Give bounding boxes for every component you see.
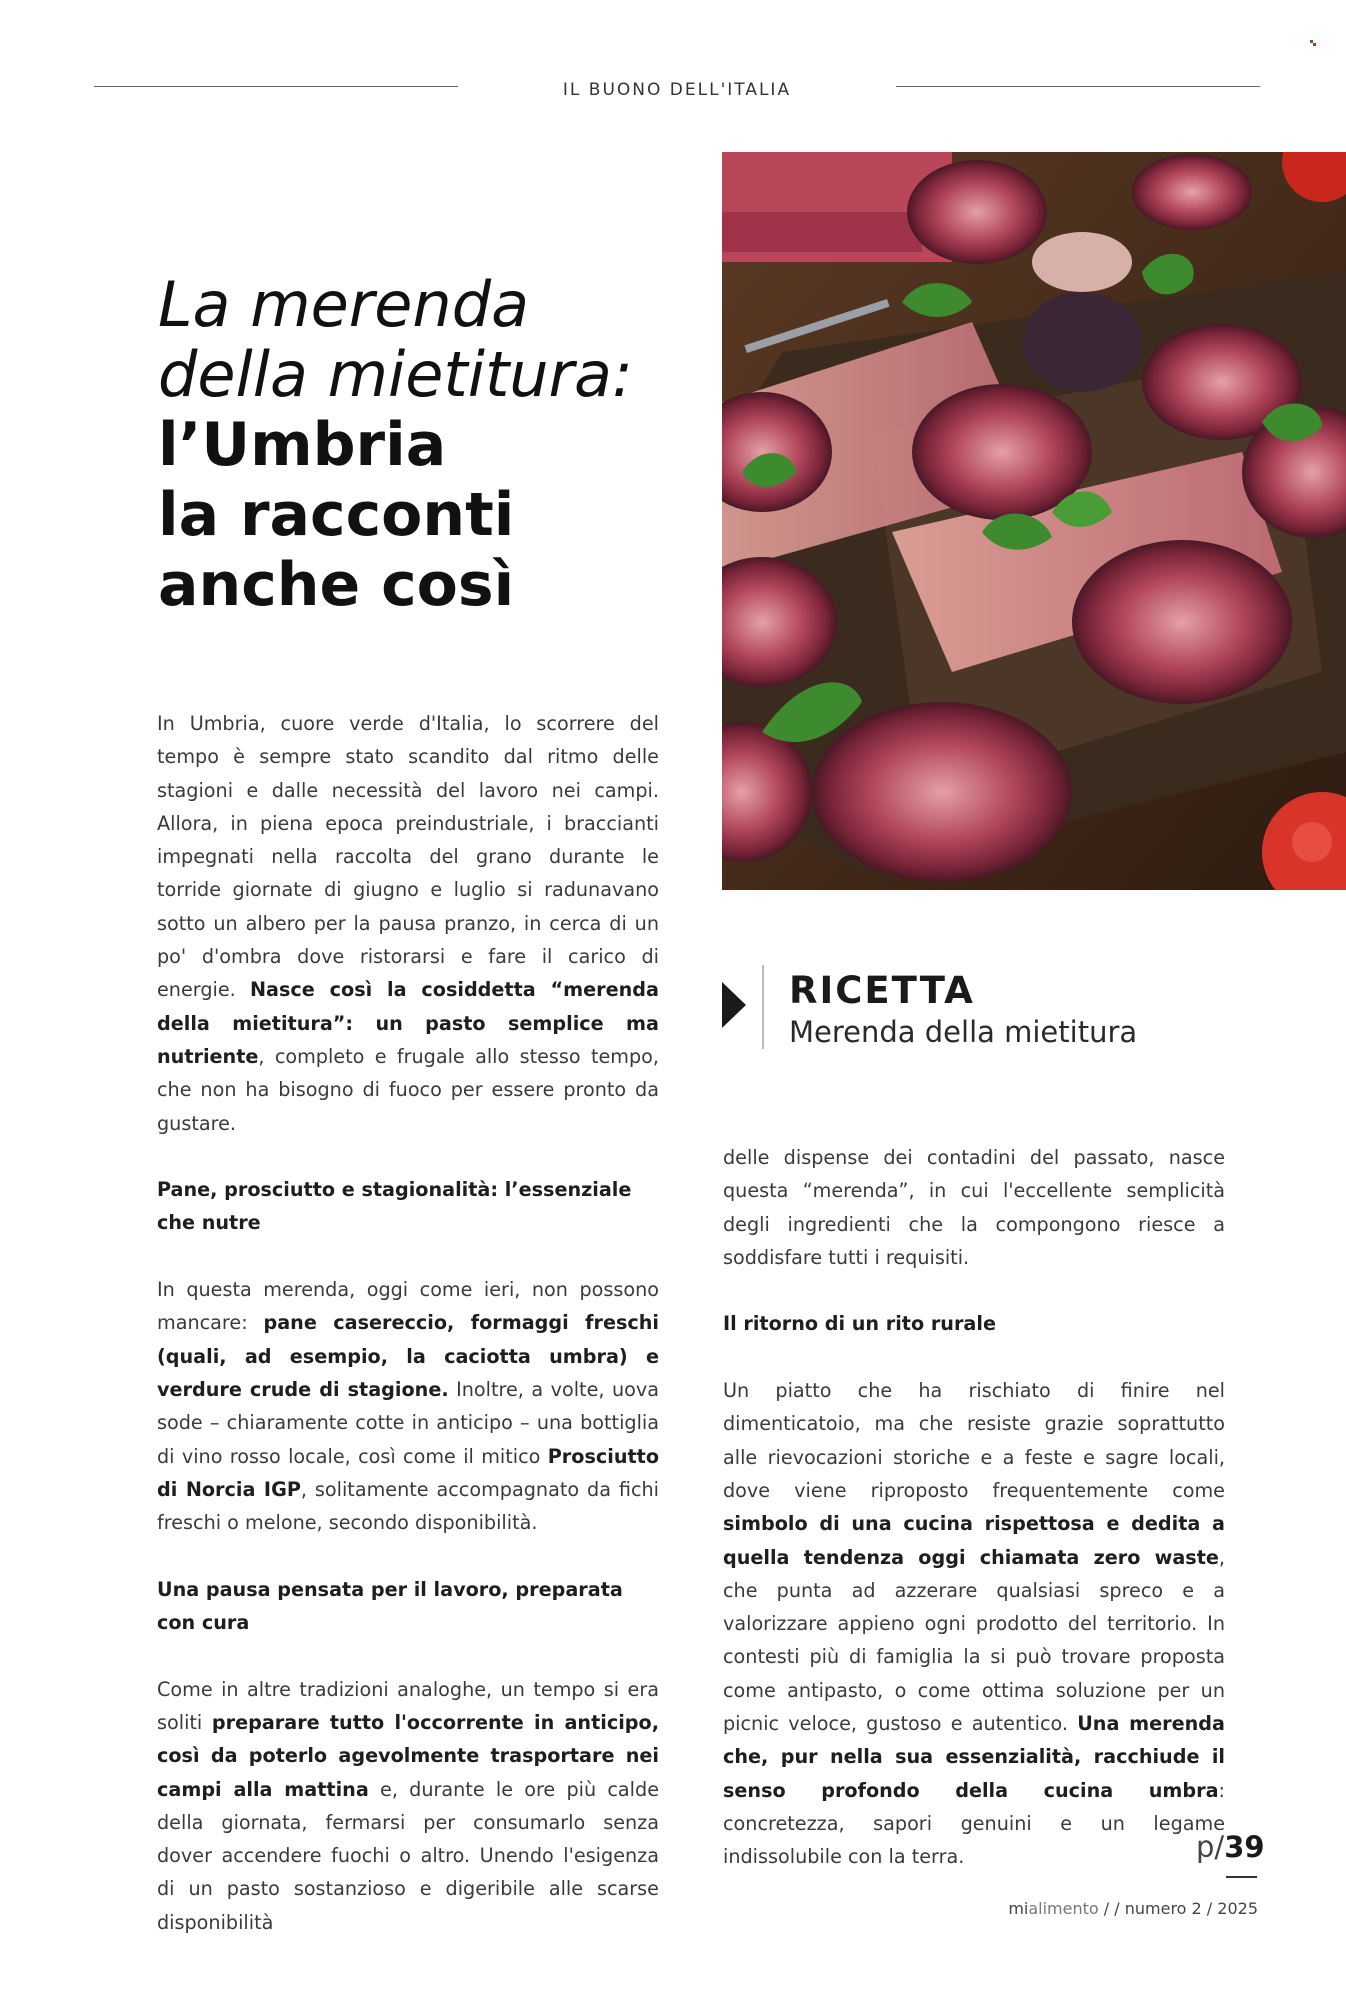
recipe-name: Merenda della mietitura [789, 1015, 1138, 1049]
header-rule-left [94, 86, 458, 87]
title-line: della mietitura: [158, 338, 633, 411]
play-triangle-icon [722, 982, 746, 1028]
recipe-box [720, 965, 1280, 1055]
page-number-underline [1226, 1876, 1257, 1878]
title-line: anche così [158, 550, 515, 620]
subheading: Pane, prosciutto e stagionalità: l’essenziale che nutre [157, 1178, 632, 1235]
recipe-label: RICETTA [789, 969, 975, 1012]
title-line: la racconti [158, 480, 515, 550]
section-title: IL BUONO DELL'ITALIA [562, 80, 792, 100]
page-number: p/39 [1196, 1830, 1265, 1864]
title-line: l’Umbria [158, 410, 447, 480]
paragraph: In questa merenda, oggi come ieri, non possono mancare: pane casereccio, formaggi freschi (quali, ad esempio, la caciotta umbra) e verdure crude di stagione. Inoltre, a volte, uova sode – chiaramente cotte in anticipo – una bottiglia di vino rosso locale, così come il mitico Prosciutto di Norcia IGP, solitamente accompagnato da fichi freschi o melone, secondo disponibilità. [157, 1278, 660, 1535]
color-mark-icon [1310, 40, 1316, 46]
article-title [158, 270, 678, 620]
paragraph: Come in altre tradizioni analoghe, un tempo si era soliti preparare tutto l'occorrente in anticipo, così da poterlo agevolmente trasportare nei campi alla mattina e, durante le ore più calde della giornata, fermarsi per consumarlo senza dover accendere fuochi o altro. Unendo l'esigenza di un pasto sostanzioso e digeribile alle scarse disponibilità [157, 1677, 659, 1934]
subheading: Il ritorno di un rito rurale [723, 1312, 996, 1336]
recipe-divider [762, 965, 764, 1049]
figs-prosciutto-illustration [722, 152, 1346, 890]
paragraph: Un piatto che ha rischiato di finire nel dimenticatoio, ma che resiste grazie soprattutto alle rievocazioni storiche e a feste e sagre locali, dove viene riproposto frequentemente come simbolo di una cucina rispettosa e dedita a quella tendenza oggi chiamata zero waste, che punta ad azzerare qualsiasi spreco e a valorizzare appieno ogni prodotto del territorio. In contesti più di famiglia la si può trovare proposta come antipasto, o come ottima soluzione per un picnic veloce, gustoso e autentico. Una merenda che, pur nella sua essenzialità, racchiude il senso profondo della cucina umbra: concretezza, sapori genuini e un legame indissolubile con la terra. [723, 1379, 1225, 1869]
title-line: La merenda [158, 268, 530, 341]
body-column-right [723, 1141, 1225, 1874]
paragraph: delle dispense dei contadini del passato, nasce questa “merenda”, in cui l'eccellente semplicità degli ingredienti che la compongono riesce a soddisfare tutti i requisiti. [723, 1146, 1225, 1269]
subheading: Una pausa pensata per il lavoro, preparata con cura [157, 1577, 623, 1635]
magazine-footer: mialimento / / numero 2 / 2025 [1008, 1899, 1258, 1918]
header-rule-right [896, 86, 1260, 87]
paragraph: In Umbria, cuore verde d'Italia, lo scorrere del tempo è sempre stato scandito dal ritmo delle stagioni e dalle necessità del lavoro nei campi. Allora, in piena epoca preindustriale, i braccianti impegnati nella raccolta del grano durante le torride giornate di giugno e luglio si radunavano sotto un albero per la pausa pranzo, in cerca di un po' d'ombra dove ristorarsi e fare il carico di energie. Nasce così la cosiddetta “merenda della mietitura”: un pasto semplice ma nutriente, completo e frugale allo stesso tempo, che non ha bisogno di fuoco per essere pronto da gustare. [157, 712, 659, 1135]
body-column-left [157, 707, 659, 1939]
food-photo [722, 152, 1346, 890]
